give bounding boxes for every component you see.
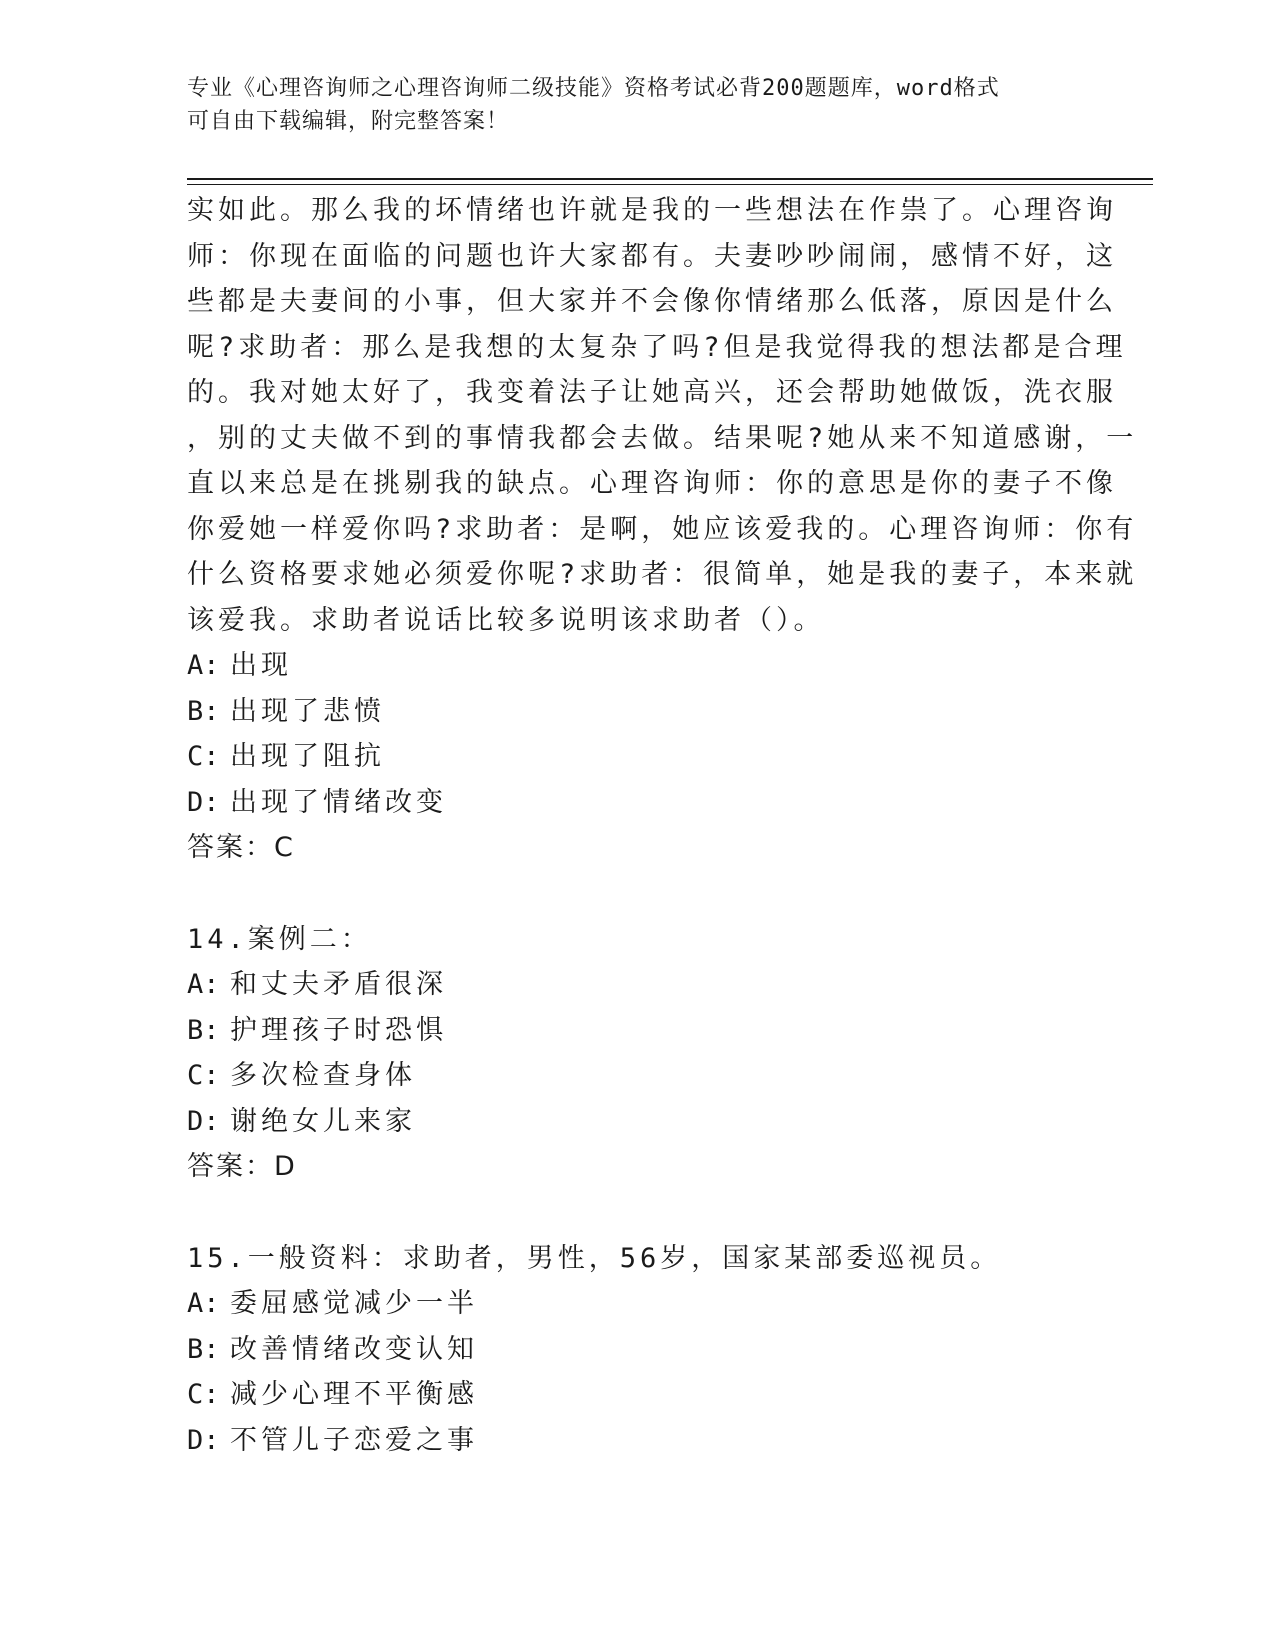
option-c [187, 734, 1087, 780]
option-letter: A: [187, 650, 220, 681]
option-letter: A: [187, 1288, 220, 1319]
question-14-options [187, 962, 1087, 1144]
option-text: 出现了悲愤 [230, 695, 385, 727]
option-b [187, 1008, 1087, 1054]
option-text: 出现了情绪改变 [230, 786, 447, 818]
option-b [187, 1327, 1087, 1373]
option-d [187, 1418, 1087, 1464]
passage-line: 什么资格要求她必须爱你呢?求助者：很简单，她是我的妻子，本来就 [187, 559, 1138, 590]
option-a [187, 643, 1087, 689]
option-text: 不管儿子恋爱之事 [230, 1424, 478, 1456]
option-letter: C: [187, 741, 220, 772]
passage-line: 呢?求助者：那么是我想的太复杂了吗?但是我觉得我的想法都是合理 [187, 331, 1127, 363]
passage-line: 的。我对她太好了，我变着法子让她高兴，还会帮助她做饭，洗衣服 [187, 377, 1117, 408]
option-b [187, 689, 1087, 735]
option-letter: B: [187, 695, 220, 727]
option-letter: D: [187, 1105, 220, 1137]
question-13-passage [187, 188, 1138, 643]
passage-line: 些都是夫妻间的小事，但大家并不会像你情绪那么低落，原因是什么 [187, 286, 1117, 317]
option-text: 多次检查身体 [230, 1060, 416, 1091]
question-14-answer: 答案：D [187, 1151, 297, 1182]
passage-line: ，别的丈夫做不到的事情我都会去做。结果呢?她从来不知道感谢，一 [187, 422, 1138, 454]
option-text: 委屈感觉减少一半 [230, 1288, 478, 1319]
option-a [187, 962, 1087, 1008]
option-letter: C: [187, 1060, 220, 1091]
passage-line: 师：你现在面临的问题也许大家都有。夫妻吵吵闹闹，感情不好，这 [187, 240, 1117, 272]
option-d [187, 1099, 1087, 1145]
option-c [187, 1372, 1087, 1418]
option-text: 谢绝女儿来家 [230, 1105, 416, 1137]
option-text: 和丈夫矛盾很深 [230, 969, 447, 1000]
option-text: 出现了阻抗 [230, 741, 385, 772]
option-letter: A: [187, 969, 220, 1000]
option-d [187, 780, 1087, 826]
spacer [187, 1190, 1087, 1236]
page-header [187, 72, 1067, 138]
option-letter: B: [187, 1333, 220, 1365]
option-letter: B: [187, 1014, 220, 1046]
option-a [187, 1281, 1087, 1327]
option-letter: D: [187, 786, 220, 818]
passage-line: 你爱她一样爱你吗?求助者：是啊，她应该爱我的。心理咨询师：你有 [187, 513, 1138, 545]
passage-line: 实如此。那么我的坏情绪也许就是我的一些想法在作祟了。心理咨询 [187, 195, 1117, 226]
option-text: 减少心理不平衡感 [230, 1379, 478, 1410]
question-13-answer: 答案：C [187, 832, 295, 863]
header-title-line-1: 专业《心理咨询师之心理咨询师二级技能》资格考试必背200题题库，word格式 [187, 76, 1000, 101]
header-title-line-2: 可自由下载编辑，附完整答案！ [187, 109, 510, 134]
option-c [187, 1053, 1087, 1099]
option-text: 出现 [230, 650, 292, 681]
option-letter: C: [187, 1379, 220, 1410]
document-body [187, 188, 1138, 1463]
question-14-title: 14.案例二： [187, 923, 372, 955]
header-divider-thick [187, 178, 1153, 180]
question-15-options [187, 1281, 1087, 1463]
question-13-options [187, 643, 1087, 825]
passage-line: 该爱我。求助者说话比较多说明该求助者（）。 [187, 604, 825, 636]
option-letter: D: [187, 1424, 220, 1456]
passage-line: 直以来总是在挑剔我的缺点。心理咨询师：你的意思是你的妻子不像 [187, 468, 1117, 499]
option-text: 护理孩子时恐惧 [230, 1014, 447, 1046]
header-divider-thin [187, 184, 1153, 185]
question-15-title: 15.一般资料：求助者，男性，56岁，国家某部委巡视员。 [187, 1242, 1002, 1274]
option-text: 改善情绪改变认知 [230, 1333, 478, 1365]
spacer [187, 871, 1087, 917]
